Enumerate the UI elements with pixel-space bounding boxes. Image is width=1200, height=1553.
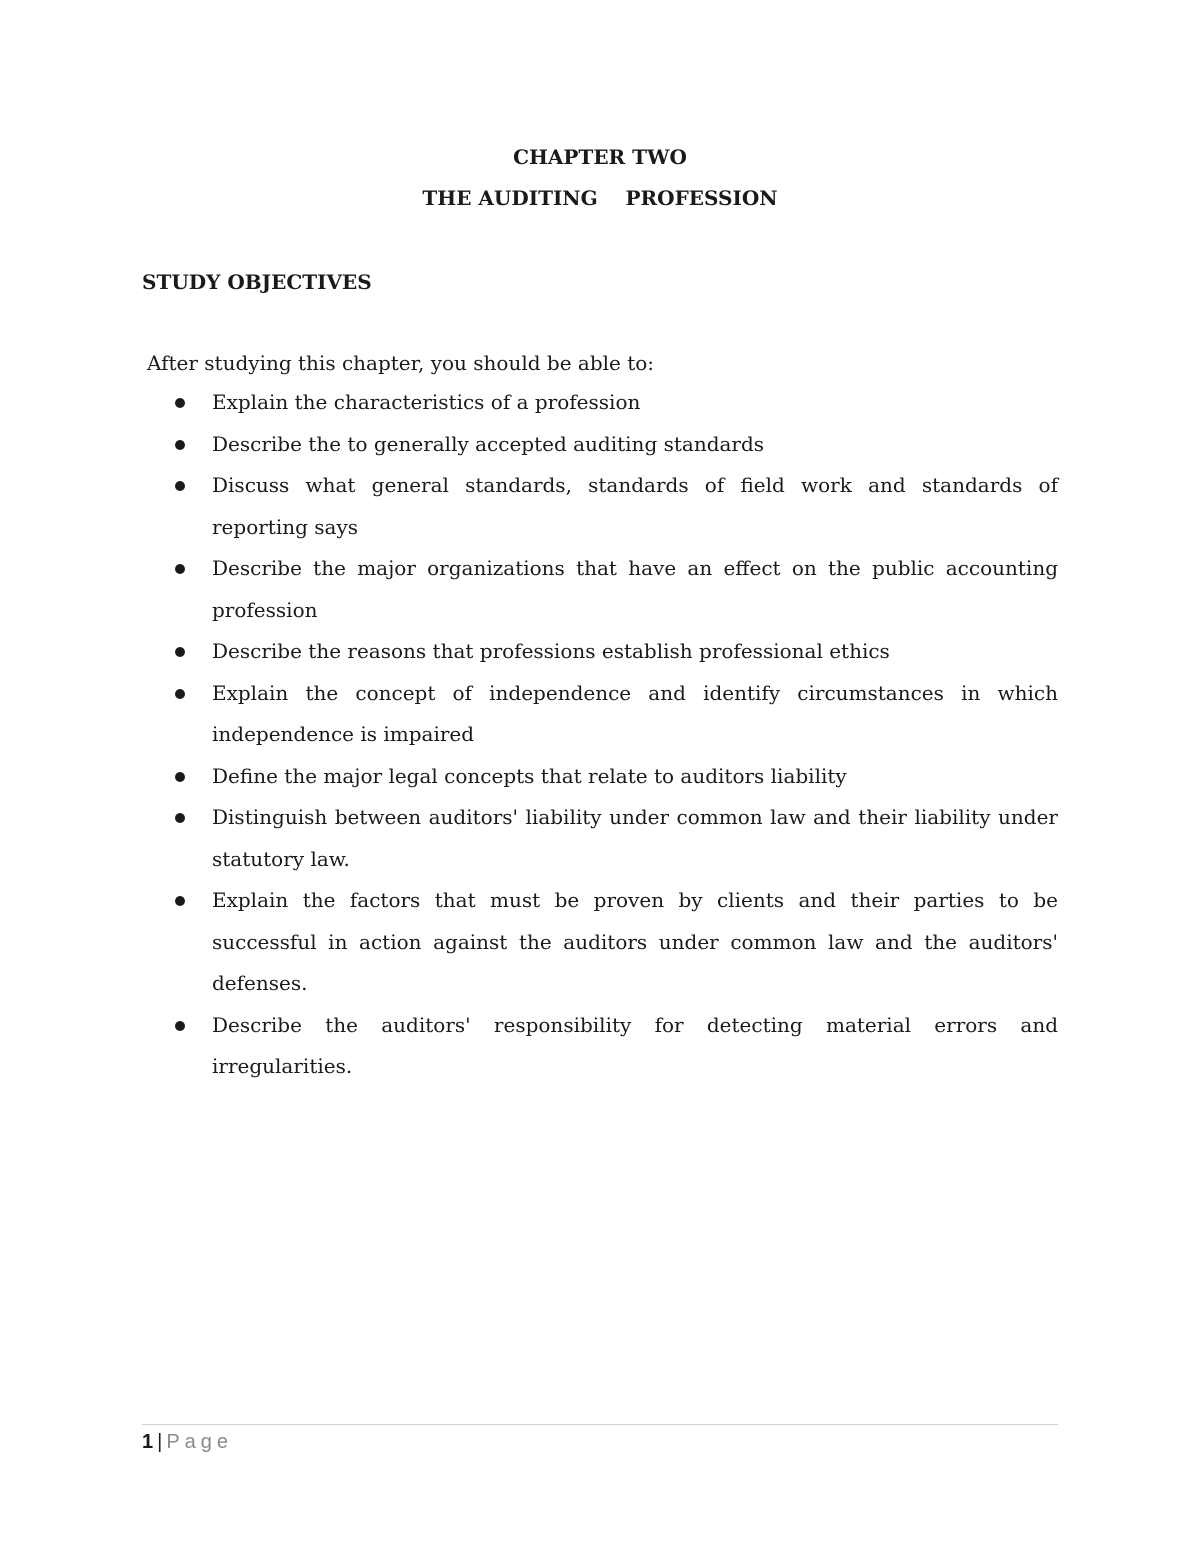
footer-divider	[142, 1424, 1058, 1425]
objectives-list	[0, 382, 1200, 1088]
objective-text: Describe the auditors' responsibility for detecting material errors and irregularities.	[212, 1012, 1058, 1078]
list-item	[0, 880, 1058, 1005]
bullet-icon	[175, 1021, 185, 1031]
list-item	[0, 465, 1058, 548]
objective-text: Describe the reasons that professions establish professional ethics	[212, 639, 890, 663]
objective-text: Explain the factors that must be proven by clients and their parties to be successful in action against the auditors under common law and the auditors' defenses.	[212, 888, 1058, 995]
bullet-icon	[175, 647, 185, 657]
list-item	[0, 548, 1058, 631]
bullet-icon	[175, 772, 185, 782]
intro-text: After studying this chapter, you should be able to:	[147, 351, 655, 375]
footer-separator: |	[157, 1431, 163, 1453]
list-item	[0, 631, 1058, 673]
list-item	[0, 756, 1058, 798]
list-item	[0, 673, 1058, 756]
objective-text: Describe the to generally accepted auditing standards	[212, 431, 765, 456]
bullet-icon	[175, 440, 185, 450]
section-heading: STUDY OBJECTIVES	[142, 270, 372, 294]
objective-text: Discuss what general standards, standards of field work and standards of reporting says	[212, 473, 1058, 539]
chapter-title: CHAPTER TWO	[513, 145, 687, 169]
objective-text: Define the major legal concepts that relate to auditors liability	[212, 763, 847, 788]
list-item	[0, 424, 1058, 466]
bullet-icon	[175, 813, 185, 823]
bullet-icon	[175, 398, 185, 408]
list-item	[0, 382, 1058, 424]
bullet-icon	[175, 896, 185, 906]
objective-text: Explain the characteristics of a profession	[212, 390, 641, 414]
bullet-icon	[175, 564, 185, 574]
page-number: 1	[142, 1431, 154, 1453]
bullet-icon	[175, 689, 185, 699]
bullet-icon	[175, 481, 185, 491]
objective-text: Distinguish between auditors' liability under common law and their liability under statutory law.	[212, 805, 1058, 871]
page-footer	[142, 1428, 233, 1456]
objective-text: Explain the concept of independence and identify circumstances in which independence is impaired	[212, 680, 1058, 746]
list-item	[0, 1005, 1058, 1088]
list-item	[0, 797, 1058, 880]
page-label: Page	[166, 1431, 234, 1453]
objective-text: Describe the major organizations that have an effect on the public accounting profession	[212, 556, 1058, 622]
chapter-subtitle: THE AUDITING PROFESSION	[422, 186, 778, 210]
